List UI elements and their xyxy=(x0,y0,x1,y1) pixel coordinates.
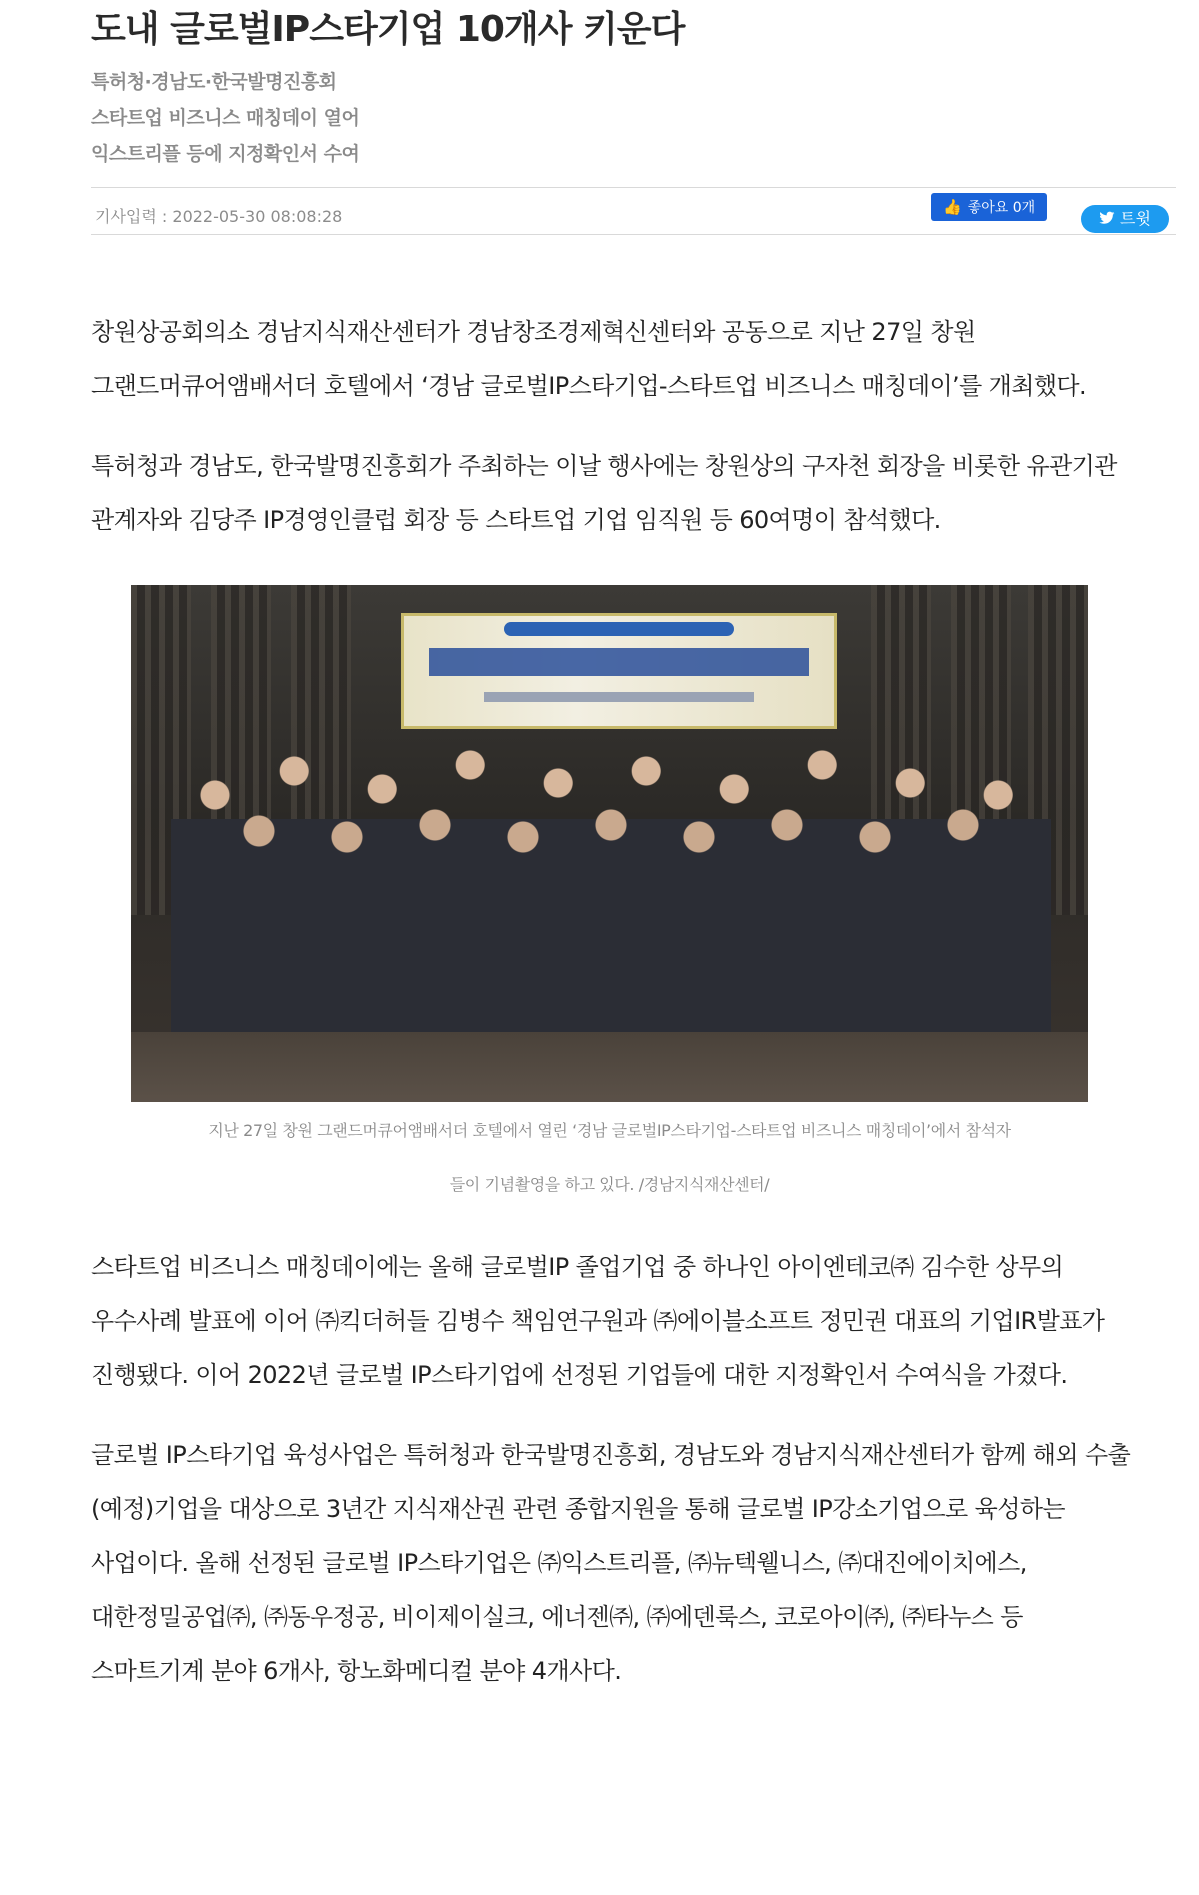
photo-caption-line: 들이 기념촬영을 하고 있다. /경남지식재산센터/ xyxy=(449,1175,770,1194)
tweet-button[interactable] xyxy=(1081,205,1169,233)
article-subheadings xyxy=(91,64,1176,172)
attendees-group xyxy=(171,735,1051,1035)
article-body-continued xyxy=(91,1240,1131,1698)
subheading: 특허청·경남도·한국발명진흥회 xyxy=(91,71,337,93)
article-photo-figure xyxy=(131,585,1088,1212)
article-paragraph: 특허청과 경남도, 한국발명진흥회가 주최하는 이날 행사에는 창원상의 구자천 회장을 비롯한 유관기관 관계자와 김당주 IP경영인클럽 회장 등 스타트업 기업 임직원 등 60여명이 참석했다. xyxy=(91,452,1117,534)
article-meta-bar xyxy=(91,187,1176,235)
twitter-bird-icon xyxy=(1099,210,1115,226)
photo-caption xyxy=(131,1104,1088,1212)
like-button[interactable] xyxy=(931,193,1047,221)
event-banner xyxy=(401,613,837,729)
article-paragraph: 창원상공회의소 경남지식재산센터가 경남창조경제혁신센터와 공동으로 지난 27일 창원 그랜드머큐어앰배서더 호텔에서 ‘경남 글로벌IP스타기업-스타트업 비즈니스 매칭데이’를 개최했다. xyxy=(91,318,1087,400)
subheading: 익스트리플 등에 지정확인서 수여 xyxy=(91,143,360,165)
article-container xyxy=(91,0,1176,1685)
thumbs-up-icon: 👍 xyxy=(943,198,962,216)
article-date: 기사입력 : 2022-05-30 08:08:28 xyxy=(95,207,343,226)
subheading: 스타트업 비즈니스 매칭데이 열어 xyxy=(91,107,360,129)
article-body xyxy=(91,305,1131,1724)
article-paragraph: 스타트업 비즈니스 매칭데이에는 올해 글로벌IP 졸업기업 중 하나인 아이엔테코㈜ 김수한 상무의 우수사례 발표에 이어 ㈜킥더허들 김병수 책임연구원과 ㈜에이블소프트 정민권 대표의 기업IR발표가 진행됐다. 이어 2022년 글로벌 IP스타기업에 선정된 기업들에 대한 지정확인서 수여식을 가졌다. xyxy=(91,1253,1105,1389)
like-label: 좋아요 0개 xyxy=(967,200,1036,216)
tweet-label: 트윗 xyxy=(1120,209,1151,228)
photo-caption-line: 지난 27일 창원 그랜드머큐어앰배서더 호텔에서 열린 ‘경남 글로벌IP스타기업-스타트업 비즈니스 매칭데이’에서 참석자 xyxy=(208,1121,1011,1140)
event-group-photo xyxy=(131,585,1088,1102)
article-paragraph: 글로벌 IP스타기업 육성사업은 특허청과 한국발명진흥회, 경남도와 경남지식재산센터가 함께 해외 수출(예정)기업을 대상으로 3년간 지식재산권 관련 종합지원을 통해 글로벌 IP강소기업으로 육성하는 사업이다. 올해 선정된 글로벌 IP스타기업은 ㈜익스트리플, ㈜뉴텍웰니스, ㈜대진에이치에스, 대한정밀공업㈜, ㈜동우정공, 비이제이실크, 에너젠㈜, ㈜에덴룩스, 코로아이㈜, ㈜타누스 등 스마트기계 분야 6개사, 항노화메디컬 분야 4개사다. xyxy=(91,1441,1131,1685)
article-headline: 도내 글로벌IP스타기업 10개사 키운다 xyxy=(91,9,685,50)
